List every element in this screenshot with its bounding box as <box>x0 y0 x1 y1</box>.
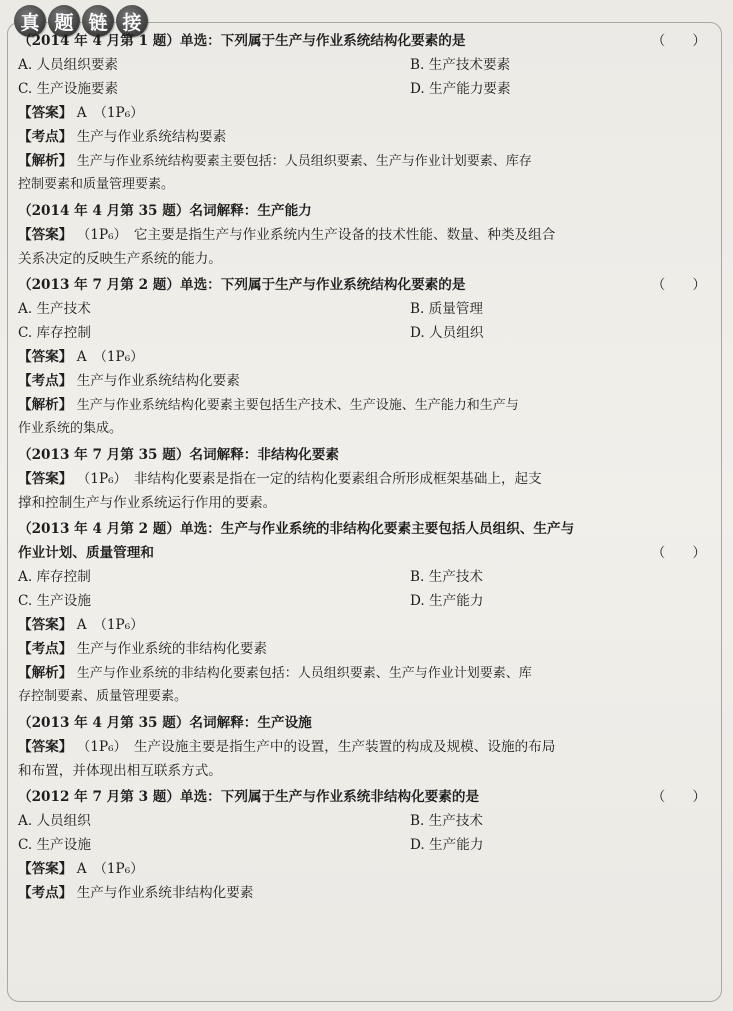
option-row <box>18 566 718 588</box>
answer-line <box>18 346 718 368</box>
point-line <box>18 638 718 660</box>
answer-line <box>18 736 718 758</box>
question-line <box>18 274 718 296</box>
answer-continuation: 撑和控制生产与作业系统运行作用的要素。 <box>18 495 277 511</box>
point-text: 生产与作业系统非结构化要素 <box>76 885 254 901</box>
question-text: 作业计划、质量管理和 <box>18 545 154 561</box>
answer-text: A （1P₆） <box>76 349 144 365</box>
analysis-continuation: 存控制要素、质量管理要素。 <box>18 689 188 704</box>
question-line <box>18 200 718 222</box>
point-text: 生产与作业系统结构要素 <box>76 129 227 145</box>
answer-text: A （1P₆） <box>76 617 144 633</box>
point-line <box>18 882 718 904</box>
header-badge: 链 <box>82 5 114 37</box>
point-text: 生产与作业系统的非结构化要素 <box>76 641 268 657</box>
analysis-line <box>18 662 718 684</box>
answer-tag: 【答案】 <box>18 861 73 877</box>
option-row <box>18 322 718 344</box>
answer-text: （1P₆） 生产设施主要是指生产中的设置，生产装置的构成及规模、设施的布局 <box>76 739 556 755</box>
option-d: D. 生产能力 <box>410 837 484 853</box>
option-a: A. 库存控制 <box>18 569 91 585</box>
option-a: A. 生产技术 <box>18 301 91 317</box>
option-c: C. 生产设施要素 <box>18 81 119 97</box>
answer-tag: 【答案】 <box>18 105 73 121</box>
answer-tag: 【答案】 <box>18 349 73 365</box>
analysis-line <box>18 394 718 416</box>
question-line <box>18 444 718 466</box>
point-tag: 【考点】 <box>18 373 73 389</box>
option-row <box>18 54 718 76</box>
option-c: C. 库存控制 <box>18 325 91 341</box>
analysis-tag: 【解析】 <box>18 397 73 413</box>
analysis-line <box>18 150 718 172</box>
question-line <box>18 518 718 540</box>
question-text: （2014 年 4 月第 1 题）单选：下列属于生产与作业系统结构化要素的是 <box>18 33 466 49</box>
point-line <box>18 126 718 148</box>
point-text: 生产与作业系统结构化要素 <box>76 373 240 389</box>
answer-line <box>18 858 718 880</box>
question-line <box>18 786 718 808</box>
point-tag: 【考点】 <box>18 129 73 145</box>
option-row <box>18 590 718 612</box>
answer-tag: 【答案】 <box>18 739 73 755</box>
answer-line <box>18 102 718 124</box>
question-line <box>18 542 718 564</box>
answer-tag: 【答案】 <box>18 617 73 633</box>
option-b: B. 生产技术 <box>410 569 484 585</box>
question-text: （2013 年 4 月第 2 题）单选：生产与作业系统的非结构化要素主要包括人员组织、生产与 <box>18 521 575 537</box>
analysis-continuation: 控制要素和质量管理要素。 <box>18 177 175 192</box>
option-b: B. 生产技术 <box>410 813 484 829</box>
analysis-tag: 【解析】 <box>18 665 73 681</box>
answer-line <box>18 224 718 246</box>
point-tag: 【考点】 <box>18 885 73 901</box>
option-d: D. 生产能力要素 <box>410 81 511 97</box>
option-row <box>18 810 718 832</box>
point-line <box>18 370 718 392</box>
option-a: A. 人员组织 <box>18 813 91 829</box>
answer-line <box>18 468 718 490</box>
option-row <box>18 298 718 320</box>
option-b: B. 生产技术要素 <box>410 57 511 73</box>
option-c: C. 生产设施 <box>18 837 91 853</box>
option-d: D. 人员组织 <box>410 325 484 341</box>
question-text: （2013 年 4 月第 35 题）名词解释：生产设施 <box>18 715 312 731</box>
header-badge: 真 <box>14 5 46 37</box>
option-d: D. 生产能力 <box>410 593 484 609</box>
answer-line <box>18 614 718 636</box>
answer-paren: （ ） <box>651 789 706 805</box>
answer-text: A （1P₆） <box>76 861 144 877</box>
question-text: （2014 年 4 月第 35 题）名词解释：生产能力 <box>18 203 312 219</box>
answer-tag: 【答案】 <box>18 471 73 487</box>
answer-tag: 【答案】 <box>18 227 73 243</box>
question-text: （2013 年 7 月第 2 题）单选：下列属于生产与作业系统结构化要素的是 <box>18 277 466 293</box>
option-b: B. 质量管理 <box>410 301 484 317</box>
header-badge: 题 <box>48 5 80 37</box>
header-badge: 接 <box>116 5 148 37</box>
option-c: C. 生产设施 <box>18 593 91 609</box>
answer-paren: （ ） <box>651 33 706 49</box>
option-row <box>18 78 718 100</box>
option-row <box>18 834 718 856</box>
answer-paren: （ ） <box>651 545 706 561</box>
question-line <box>18 712 718 734</box>
answer-text: （1P₆） 它主要是指生产与作业系统内生产设备的技术性能、数量、种类及组合 <box>76 227 556 243</box>
answer-continuation: 关系决定的反映生产系统的能力。 <box>18 251 222 267</box>
analysis-continuation: 作业系统的集成。 <box>18 421 123 436</box>
answer-text: A （1P₆） <box>76 105 144 121</box>
analysis-tag: 【解析】 <box>18 153 73 169</box>
answer-text: （1P₆） 非结构化要素是指在一定的结构化要素组合所形成框架基础上，起支 <box>76 471 542 487</box>
answer-continuation: 和布置，并体现出相互联系方式。 <box>18 763 222 779</box>
option-a: A. 人员组织要素 <box>18 57 119 73</box>
point-tag: 【考点】 <box>18 641 73 657</box>
question-text: （2013 年 7 月第 35 题）名词解释：非结构化要素 <box>18 447 339 463</box>
analysis-text: 生产与作业系统的非结构化要素包括：人员组织要素、生产与作业计划要素、库 <box>76 666 532 681</box>
answer-paren: （ ） <box>651 277 706 293</box>
question-text: （2012 年 7 月第 3 题）单选：下列属于生产与作业系统非结构化要素的是 <box>18 789 480 805</box>
question-line <box>18 30 718 52</box>
analysis-text: 生产与作业系统结构要素主要包括：人员组织要素、生产与作业计划要素、库存 <box>76 154 532 169</box>
analysis-text: 生产与作业系统结构化要素主要包括生产技术、生产设施、生产能力和生产与 <box>76 398 519 413</box>
